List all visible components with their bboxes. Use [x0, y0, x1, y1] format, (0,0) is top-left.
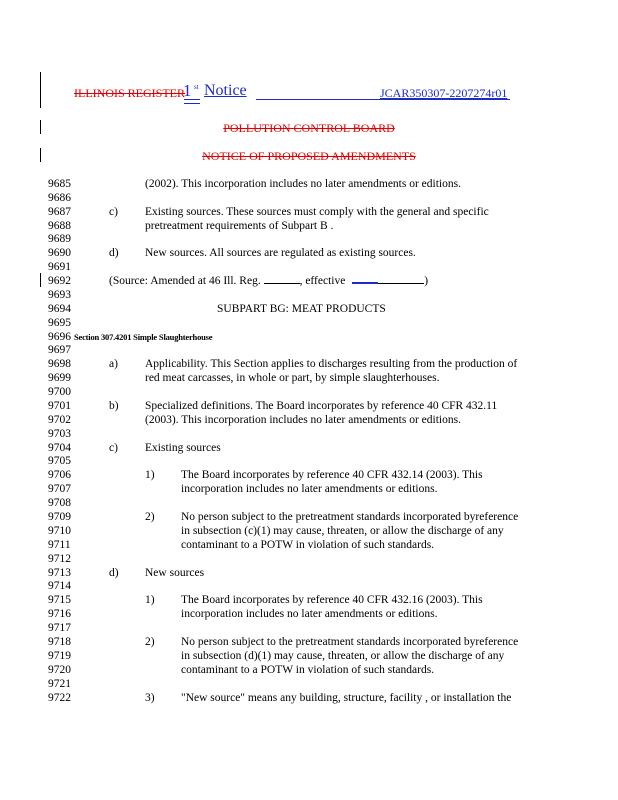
line-number: 9711 [48, 539, 71, 551]
body-line: New sources. All sources are regulated as existing sources. [145, 247, 416, 259]
line-number: 9708 [48, 497, 71, 509]
source-effective: , effective [299, 275, 349, 287]
item-label: a) [109, 358, 118, 370]
line-number: 9692 [48, 275, 71, 287]
change-bar [40, 72, 41, 108]
line-number: 9685 [48, 178, 71, 190]
item-label: b) [109, 400, 119, 412]
item-label: 2) [145, 636, 155, 648]
body-line: No person subject to the pretreatment standards incorporated byreference [181, 511, 519, 523]
line-number: 9715 [48, 594, 71, 606]
blank-field [378, 283, 424, 284]
item-label: c) [109, 206, 118, 218]
line-number: 9712 [48, 553, 71, 565]
item-label: 1) [145, 594, 155, 606]
section-heading: Section 307.4201 Simple Slaughterhouse [74, 332, 213, 342]
page-superscript: st [194, 83, 199, 91]
line-number: 9714 [48, 580, 71, 592]
item-label: c) [109, 442, 118, 454]
change-bar [40, 273, 41, 287]
header-rule [184, 103, 200, 104]
body-line: Existing sources. These sources must comply with the general and specific [145, 206, 489, 218]
body-line: Applicability. This Section applies to discharges resulting from the production of [145, 358, 518, 370]
body-line: (2002). This incorporation includes no later amendments or editions. [145, 178, 461, 190]
line-number: 9699 [48, 372, 71, 384]
line-number: 9698 [48, 358, 71, 370]
body-line: incorporation includes no later amendments or editions. [181, 608, 438, 620]
line-number: 9700 [48, 386, 71, 398]
body-line: "New source" means any building, structure, facility , or installation the [181, 692, 512, 704]
body-line: New sources [145, 567, 205, 579]
blank-field [264, 283, 300, 284]
line-number: 9695 [48, 317, 71, 329]
line-number: 9693 [48, 289, 71, 301]
body-line: contaminant to a POTW in violation of such standards. [181, 664, 435, 676]
line-number: 9687 [48, 206, 71, 218]
line-number: 9697 [48, 344, 71, 356]
line-number: 9709 [48, 511, 71, 523]
notice-title: NOTICE OF PROPOSED AMENDMENTS [202, 149, 416, 163]
line-number: 9694 [48, 303, 71, 315]
line-number: 9716 [48, 608, 71, 620]
line-number: 9713 [48, 567, 71, 579]
body-line: contaminant to a POTW in violation of such standards. [181, 539, 435, 551]
item-label: 2) [145, 511, 155, 523]
line-number: 9688 [48, 220, 71, 232]
page-number: 1 [183, 81, 192, 100]
line-number: 9690 [48, 247, 71, 259]
line-number: 9701 [48, 400, 71, 412]
jcar-code: JCAR350307-2207274r01 [380, 86, 508, 100]
line-number: 9702 [48, 414, 71, 426]
line-number: 9719 [48, 650, 71, 662]
line-number: 9722 [48, 692, 71, 704]
source-close: ) [424, 275, 429, 287]
line-number: 9710 [48, 525, 71, 537]
body-line: red meat carcasses, in whole or part, by simple slaughterhouses. [145, 372, 440, 384]
body-line: in subsection (d)(1) may cause, threaten, or allow the discharge of any [181, 650, 505, 662]
line-number: 9721 [48, 678, 71, 690]
source-prefix: (Source: Amended at 46 Ill. Reg. [109, 275, 264, 287]
item-label: 1) [145, 469, 155, 481]
register-title: ILLINOIS REGISTER [74, 86, 185, 100]
body-line: No person subject to the pretreatment standards incorporated byreference [181, 636, 519, 648]
body-line: incorporation includes no later amendments or editions. [181, 483, 438, 495]
item-label: 3) [145, 692, 155, 704]
item-label: d) [109, 567, 119, 579]
line-number: 9691 [48, 261, 71, 273]
line-number: 9686 [48, 192, 71, 204]
notice-label: Notice [204, 82, 247, 99]
agency-name: POLLUTION CONTROL BOARD [223, 121, 395, 135]
body-line: pretreatment requirements of Subpart B . [145, 220, 334, 232]
line-number: 9689 [48, 233, 71, 245]
subpart-heading: SUBPART BG: MEAT PRODUCTS [217, 303, 386, 315]
body-line: (2003). This incorporation includes no later amendments or editions. [145, 414, 461, 426]
header-rule [184, 99, 200, 100]
line-number: 9720 [48, 664, 71, 676]
body-line: The Board incorporates by reference 40 CFR 432.16 (2003). This [181, 594, 483, 606]
line-number: 9705 [48, 455, 71, 467]
body-line: Existing sources [145, 442, 221, 454]
line-number: 9696 [48, 331, 71, 343]
item-label: d) [109, 247, 119, 259]
body-line: The Board incorporates by reference 40 CFR 432.14 (2003). This [181, 469, 483, 481]
line-number: 9704 [48, 442, 71, 454]
line-number: 9718 [48, 636, 71, 648]
line-number: 9703 [48, 428, 71, 440]
body-line: Specialized definitions. The Board incorporates by reference 40 CFR 432.11 [145, 400, 498, 412]
body-line: in subsection (c)(1) may cause, threaten, or allow the discharge of any [181, 525, 504, 537]
blank-field [352, 282, 378, 284]
line-number: 9706 [48, 469, 71, 481]
line-number: 9717 [48, 622, 71, 634]
source-note [109, 274, 428, 288]
line-number: 9707 [48, 483, 71, 495]
